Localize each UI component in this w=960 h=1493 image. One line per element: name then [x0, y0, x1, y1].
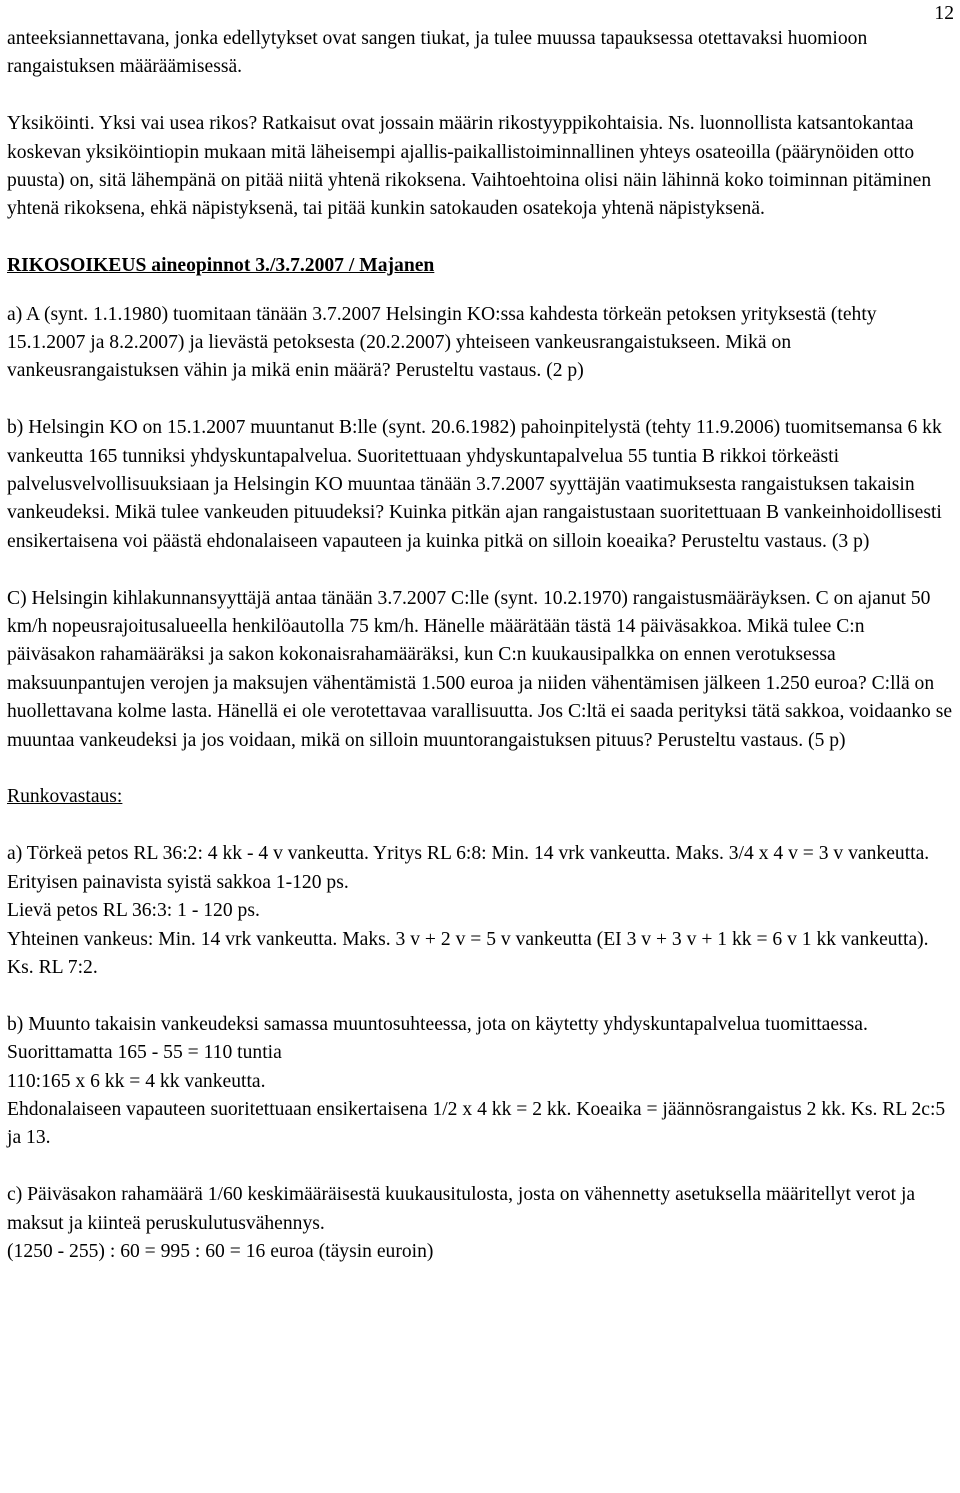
intro-paragraph-2: Yksiköinti. Yksi vai usea rikos? Ratkaisut ovat jossain määrin rikostyyppikohtaisia. Ns. luonnollista katsantokantaa koskevan yksiköintiopin mukaan mitä läheisempi ajallis-paikallistoiminnallinen yhteys osateoilla (päärynöiden otto puusta) on, sitä lähempänä on pitää niitä yhtenä rikoksena. Vaihtoehtoina olisi näin lähinnä koko toiminnan pitäminen yhtenä rikoksena, ehkä näpistyksenä, tai pitää kunkin satokauden osatekoja yhtenä näpistyksenä.: [7, 113, 932, 220]
answer-b-line: Suorittamatta 165 - 55 = 110 tuntia: [7, 1042, 282, 1064]
answer-c-line: (1250 - 255) : 60 = 995 : 60 = 16 euroa (täysin euroin): [7, 1240, 434, 1262]
answer-b-line: 110:165 x 6 kk = 4 kk vankeutta.: [7, 1070, 266, 1092]
answer-a-block: [7, 840, 957, 982]
question-c: C) Helsingin kihlakunnansyyttäjä antaa tänään 3.7.2007 C:lle (synt. 10.2.1970) rangaistusmääräyksen. C on ajanut 50 km/h nopeusrajoitusalueella henkilöautolla 75 km/h. Hänelle määrätään tästä 14 päiväsakkoa. Mikä tulee C:n päiväsakon rahamääräksi ja sakon kokonaisrahamääräksi, kun C:n kuukausipalkka on ennen verotuksessa maksuunpantujen verojen ja maksujen vähentämistä 1.500 euroa ja niiden vähentämisen jälkeen 1.250 euroa? C:llä on huollettavana kolme lasta. Hänellä ei ole verotettavaa varallisuutta. Jos C:ltä ei saada perityksi tätä sakkoa, voidaanko se muuntaa vankeudeksi ja jos voidaan, mikä on silloin muuntorangaistuksen pituus? Perusteltu vastaus. (5 p): [7, 587, 953, 751]
answer-a-line: Yhteinen vankeus: Min. 14 vrk vankeutta. Maks. 3 v + 2 v = 5 v vankeutta (EI 3 v + 3 v + 1 kk = 6 v 1 kk vankeutta). Ks. RL 7:2.: [7, 928, 929, 978]
intro-paragraph-1: anteeksiannettavana, jonka edellytykset ovat sangen tiukat, ja tulee muussa tapauksessa otettavaksi huomioon rangaistuksen määräämisessä.: [7, 28, 868, 78]
answer-a-line: Lievä petos RL 36:3: 1 - 120 ps.: [7, 900, 260, 922]
page-number: 12: [934, 3, 954, 24]
answer-a-line: a) Törkeä petos RL 36:2: 4 kk - 4 v vankeutta. Yritys RL 6:8: Min. 14 vrk vankeutta. Maks. 3/4 x 4 v = 3 v vankeutta. Erityisen painavista syistä sakkoa 1-120 ps.: [7, 843, 930, 893]
question-b: b) Helsingin KO on 15.1.2007 muuntanut B:lle (synt. 20.6.1982) pahoinpitelystä (tehty 11.9.2006) tuomitsemansa 6 kk vankeutta 165 tunniksi yhdyskuntapalvelua. Suoritettuaan yhdyskuntapalvelua 55 tuntia B rikkoi törkeästi palvelusvelvollisuuksiaan ja Helsingin KO muuntaa tänään 3.7.2007 syyttäjän vaatimuksesta rangaistuksen takaisin vankeudeksi. Mikä tulee vankeuden pituudeksi? Kuinka pitkän ajan rangaistustaan suoritettuaan B vankeinhoidollisesti ensikertaisena voi päästä ehdonalaiseen vapauteen ja kuinka pitkä on silloin koeaika? Perusteltu vastaus. (3 p): [7, 417, 942, 552]
answer-b-block: [7, 1011, 957, 1153]
answer-c-block: [7, 1181, 957, 1266]
answer-b-line: b) Muunto takaisin vankeudeksi samassa muuntosuhteessa, jota on käytetty yhdyskuntapalvelua tuomittaessa.: [7, 1013, 868, 1035]
answer-b-line: Ehdonalaiseen vapauteen suoritettuaan ensikertaisena 1/2 x 4 kk = 2 kk. Koeaika = jäännösrangaistus 2 kk. Ks. RL 2c:5 ja 13.: [7, 1098, 946, 1149]
question-a: a) A (synt. 1.1.1980) tuomitaan tänään 3.7.2007 Helsingin KO:ssa kahdesta törkeän petoksen yrityksestä (tehty 15.1.2007 ja 8.2.2007) ja lievästä petoksesta (20.2.2007) yhteiseen vankeusrangaistukseen. Mikä on vankeusrangaistuksen vähin ja mikä enin määrä? Perusteltu vastaus. (2 p): [7, 303, 877, 382]
answers-heading: Runkovastaus:: [7, 786, 123, 808]
exam-title: RIKOSOIKEUS aineopinnot 3./3.7.2007 / Majanen: [7, 255, 435, 277]
document-page: [7, 25, 957, 1266]
answer-c-line: c) Päiväsakon rahamäärä 1/60 keskimääräisestä kuukausitulosta, josta on vähennetty asetuksella määritellyt verot ja maksut ja kiinteä peruskulutusvähennys.: [7, 1184, 916, 1234]
